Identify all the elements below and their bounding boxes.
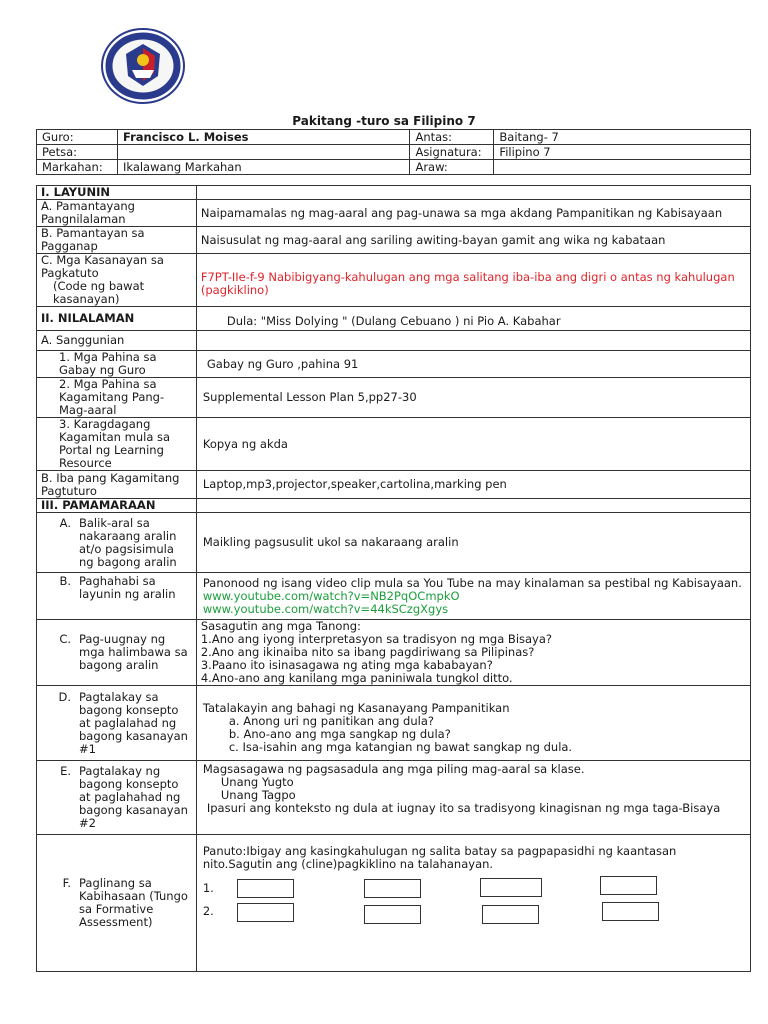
sanggunian-2-row [37,378,751,418]
pamamaraan-c-q1: 1.Ano ang iyong interpretasyon sa tradisyon ng mga Bisaya? [200,632,553,646]
layunin-a-row [37,200,751,227]
pamamaraan-a-row [37,513,751,573]
layunin-heading: I. LAYUNIN [37,186,197,200]
asignatura-value: Filipino 7 [494,145,751,160]
cline-answer-box[interactable] [364,879,421,898]
araw-value [494,160,751,175]
layunin-a-label: A. Pamantayang Pangnilalaman [37,200,197,227]
pamamaraan-f-label: Paglinang sa Kabihasaan (Tungo sa Formative Assessment) [79,876,188,929]
nilalaman-row [37,307,751,331]
layunin-b-row [37,227,751,254]
guro-value: Francisco L. Moises [117,130,409,145]
pamamaraan-d-intro: Tatalakayin ang bahagi ng Kasanayang Pampanitikan [202,701,510,715]
antas-value: Baitang- 7 [494,130,751,145]
pamamaraan-e-row [37,761,751,835]
iba-pang-kagamitan-value: Laptop,mp3,projector,speaker,cartolina,marking pen [196,471,750,499]
pamamaraan-d-label: Pagtalakay sa bagong konsepto at paglalahad ng bagong kasanayan #1 [79,689,188,756]
iba-pang-kagamitan-row [37,471,751,499]
pamamaraan-c-q4: 4.Ano-ano ang kanilang mga paniniwala tungkol ditto. [200,671,513,685]
nilalaman-value: Dula: "Miss Dolying " (Dulang Cebuano ) ni Pio A. Kabahar [196,307,750,331]
cline-answer-box[interactable] [364,905,421,924]
guro-label: Guro: [37,130,118,145]
markahan-value: Ikalawang Markahan [117,160,409,175]
pamamaraan-heading-row [37,499,751,513]
pamamaraan-e-body: Ipasuri ang konteksto ng dula at iugnay ito sa tradisyong kinagisnan ng mga taga-Bisaya [206,801,721,815]
cline-answer-box[interactable] [237,903,294,922]
layunin-b-value: Naisusulat ng mag-aaral ang sariling awiting-bayan gamit ang wika ng kabataan [196,227,750,254]
pamamaraan-c-intro: Sasagutin ang mga Tanong: [200,619,361,633]
sanggunian-3-label: 3. Karagdagang Kagamitan mula sa Portal ng Learning Resource [37,418,197,471]
lesson-plan-table [36,185,751,972]
sanggunian-3-row [37,418,751,471]
petsa-value [117,145,409,160]
pamamaraan-b-letter: B. [59,574,71,588]
cline-answer-box[interactable] [600,876,657,895]
cline-answer-row-1 [203,879,746,901]
pamamaraan-b-value: Panonood ng isang video clip mula sa You Tube na may kinalaman sa pestibal ng Kabisayaan. [202,575,742,590]
iba-pang-kagamitan-label: B. Iba pang Kagamitang Pagtuturo [37,471,197,499]
layunin-c-value: F7PT-IIe-f-9 Nabibigyang-kahulugan ang mga salitang iba-iba ang digri o antas ng kahulugan (pagkiklino) [196,254,750,307]
youtube-link-1[interactable]: www.youtube.com/watch?v=NB2PqOCmpkO [202,588,460,603]
layunin-c-label-sub: (Code ng bawat kasanayan) [53,279,145,306]
antas-label: Antas: [410,130,494,145]
pamamaraan-a-label: Balik-aral sa nakaraang aralin at/o pagsisimula ng bagong aralin [79,515,177,569]
cline-row-2-number: 2. [202,904,214,918]
header-info-table [36,129,751,175]
document-title: Pakitang -turo sa Filipino 7 [292,114,476,128]
pamamaraan-e-yugto: Unang Yugto [220,775,294,789]
pamamaraan-e-intro: Magsasagawa ng pagsasadula ang mga piling mag-aaral sa klase. [202,762,585,776]
pamamaraan-f-intro: Panuto:Ibigay ang kasingkahulugan ng salita batay sa pagpapasidhi ng kaantasan nito.Sagutin ang (cline)pagkiklino na talahanayan. [202,844,677,871]
cline-answer-box[interactable] [482,905,539,924]
sanggunian-row [37,331,751,351]
asignatura-label: Asignatura: [410,145,494,160]
pamamaraan-c-q2: 2.Ano ang ikinaiba nito sa ibang pagdiriwang sa Pilipinas? [200,645,535,659]
youtube-link-2[interactable]: www.youtube.com/watch?v=44kSCzgXgys [202,601,449,616]
nilalaman-heading: II. NILALAMAN [37,307,197,331]
araw-label: Araw: [410,160,494,175]
deped-seal-logo [100,26,186,106]
pamamaraan-a-letter: A. [59,515,71,530]
pamamaraan-e-letter: E. [60,764,71,778]
pamamaraan-d-row [37,686,751,761]
layunin-b-label: B. Pamantayan sa Pagganap [37,227,197,254]
layunin-c-row [37,254,751,307]
pamamaraan-d-b: b. Ano-ano ang mga sangkap ng dula? [228,727,451,741]
cline-answer-row-2 [203,902,746,924]
header-row-markahan [37,160,751,175]
pamamaraan-e-label: Pagtalakay ng bagong konsepto at paglahahad ng bagong kasanayan #2 [79,764,188,830]
layunin-heading-row [37,186,751,200]
layunin-a-value: Naipamamalas ng mag-aaral ang pag-unawa sa mga akdang Pampanitikan ng Kabisayaan [196,200,750,227]
sanggunian-3-value: Kopya ng akda [196,418,750,471]
pamamaraan-c-letter: C. [59,632,71,646]
sanggunian-1-row [37,351,751,378]
header-row-petsa [37,145,751,160]
pamamaraan-c-label: Pag-uugnay ng mga halimbawa sa bagong aralin [79,632,188,672]
cline-answer-box[interactable] [237,879,294,898]
pamamaraan-a-value: Maikling pagsusulit ukol sa nakaraang aralin [196,513,750,573]
cline-row-1-number: 1. [202,881,214,895]
cline-answer-box[interactable] [480,878,542,897]
pamamaraan-d-letter: D. [58,689,71,704]
petsa-label: Petsa: [37,145,118,160]
header-row-guro [37,130,751,145]
pamamaraan-f-letter: F. [62,876,71,890]
cline-answer-box[interactable] [602,902,659,921]
markahan-label: Markahan: [37,160,118,175]
sanggunian-2-value: Supplemental Lesson Plan 5,pp27-30 [196,378,750,418]
pamamaraan-c-q3: 3.Paano ito isinasagawa ng ating mga kababayan? [200,658,493,672]
pamamaraan-f-row [37,835,751,972]
pamamaraan-e-tagpo: Unang Tagpo [220,788,296,802]
pamamaraan-b-row [37,573,751,620]
sanggunian-1-value: Gabay ng Guro ,pahina 91 [196,351,750,378]
sanggunian-2-label: 2. Mga Pahina sa Kagamitang Pang-Mag-aaral [37,378,197,418]
pamamaraan-d-c: c. Isa-isahin ang mga katangian ng bawat sangkap ng dula. [228,740,573,754]
sanggunian-1-label: 1. Mga Pahina sa Gabay ng Guro [37,351,197,378]
layunin-c-label: C. Mga Kasanayan sa Pagkatuto [41,253,164,280]
pamamaraan-d-a: a. Anong uri ng panitikan ang dula? [228,714,434,728]
pamamaraan-c-row [37,620,751,686]
pamamaraan-b-label: Paghahabi sa layunin ng aralin [79,574,176,601]
pamamaraan-heading: III. PAMAMARAAN [37,499,197,513]
sanggunian-label: A. Sanggunian [37,331,197,351]
